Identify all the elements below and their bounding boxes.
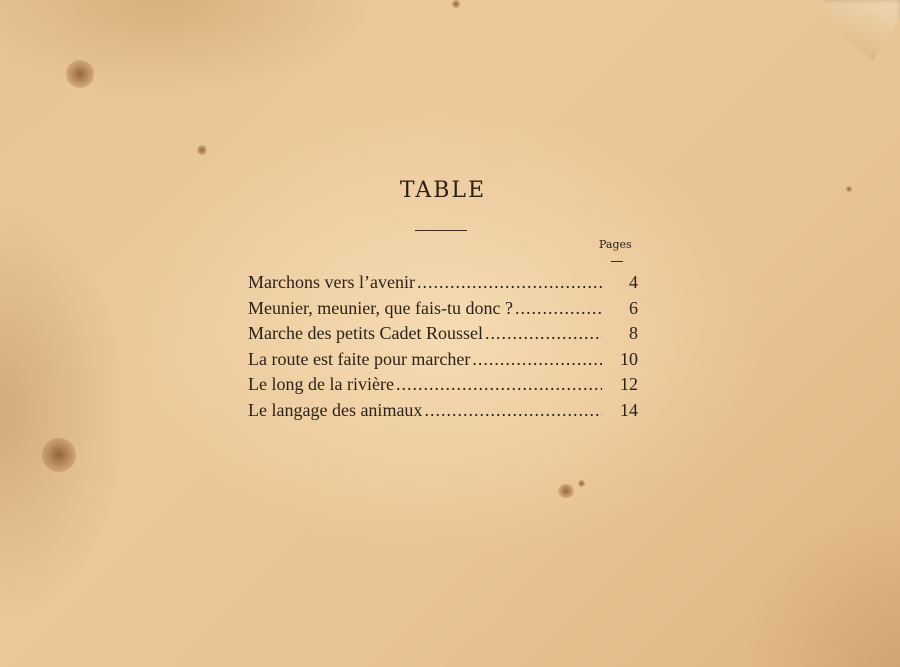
page-title: TABLE — [399, 178, 487, 203]
stain-spot — [66, 60, 94, 88]
toc-entry-title: Marche des petits Cadet Roussel — [248, 323, 483, 343]
toc-entry — [248, 374, 638, 400]
toc-entry-title: Le long de la rivière — [248, 374, 394, 394]
toc-entry-title: Marchons vers l’avenir — [248, 272, 415, 292]
toc-entry — [248, 349, 638, 375]
folded-corner — [805, 0, 900, 60]
table-of-contents — [248, 272, 638, 425]
toc-entry — [248, 272, 638, 298]
toc-entry-title: Meunier, meunier, que fais-tu donc ? — [248, 297, 513, 318]
stain-spot — [558, 484, 574, 498]
pages-divider — [611, 261, 623, 262]
toc-entry-page: 14 — [620, 399, 638, 420]
toc-entry — [248, 323, 638, 349]
toc-entry-page: 10 — [620, 348, 638, 369]
stain-spot — [197, 145, 207, 155]
toc-leader-dots — [485, 323, 602, 344]
title-divider — [415, 230, 467, 231]
toc-entry-title: Le langage des animaux — [248, 399, 423, 420]
toc-entry — [248, 400, 638, 426]
toc-leader-dots — [424, 400, 602, 421]
toc-entry-page: 6 — [629, 297, 638, 318]
toc-entry-page: 8 — [629, 323, 638, 343]
toc-leader-dots — [417, 272, 602, 293]
toc-entry-page: 4 — [629, 272, 638, 292]
pages-column-label: Pages — [599, 238, 632, 251]
toc-entry-page: 12 — [620, 374, 638, 394]
toc-leader-dots — [396, 374, 602, 395]
toc-leader-dots — [515, 298, 602, 319]
toc-leader-dots — [472, 349, 602, 370]
toc-entry-title: La route est faite pour marcher — [248, 348, 471, 369]
toc-entry — [248, 298, 638, 324]
stain-spot — [452, 0, 460, 8]
stain-spot — [42, 438, 76, 472]
stain-spot — [578, 480, 585, 487]
